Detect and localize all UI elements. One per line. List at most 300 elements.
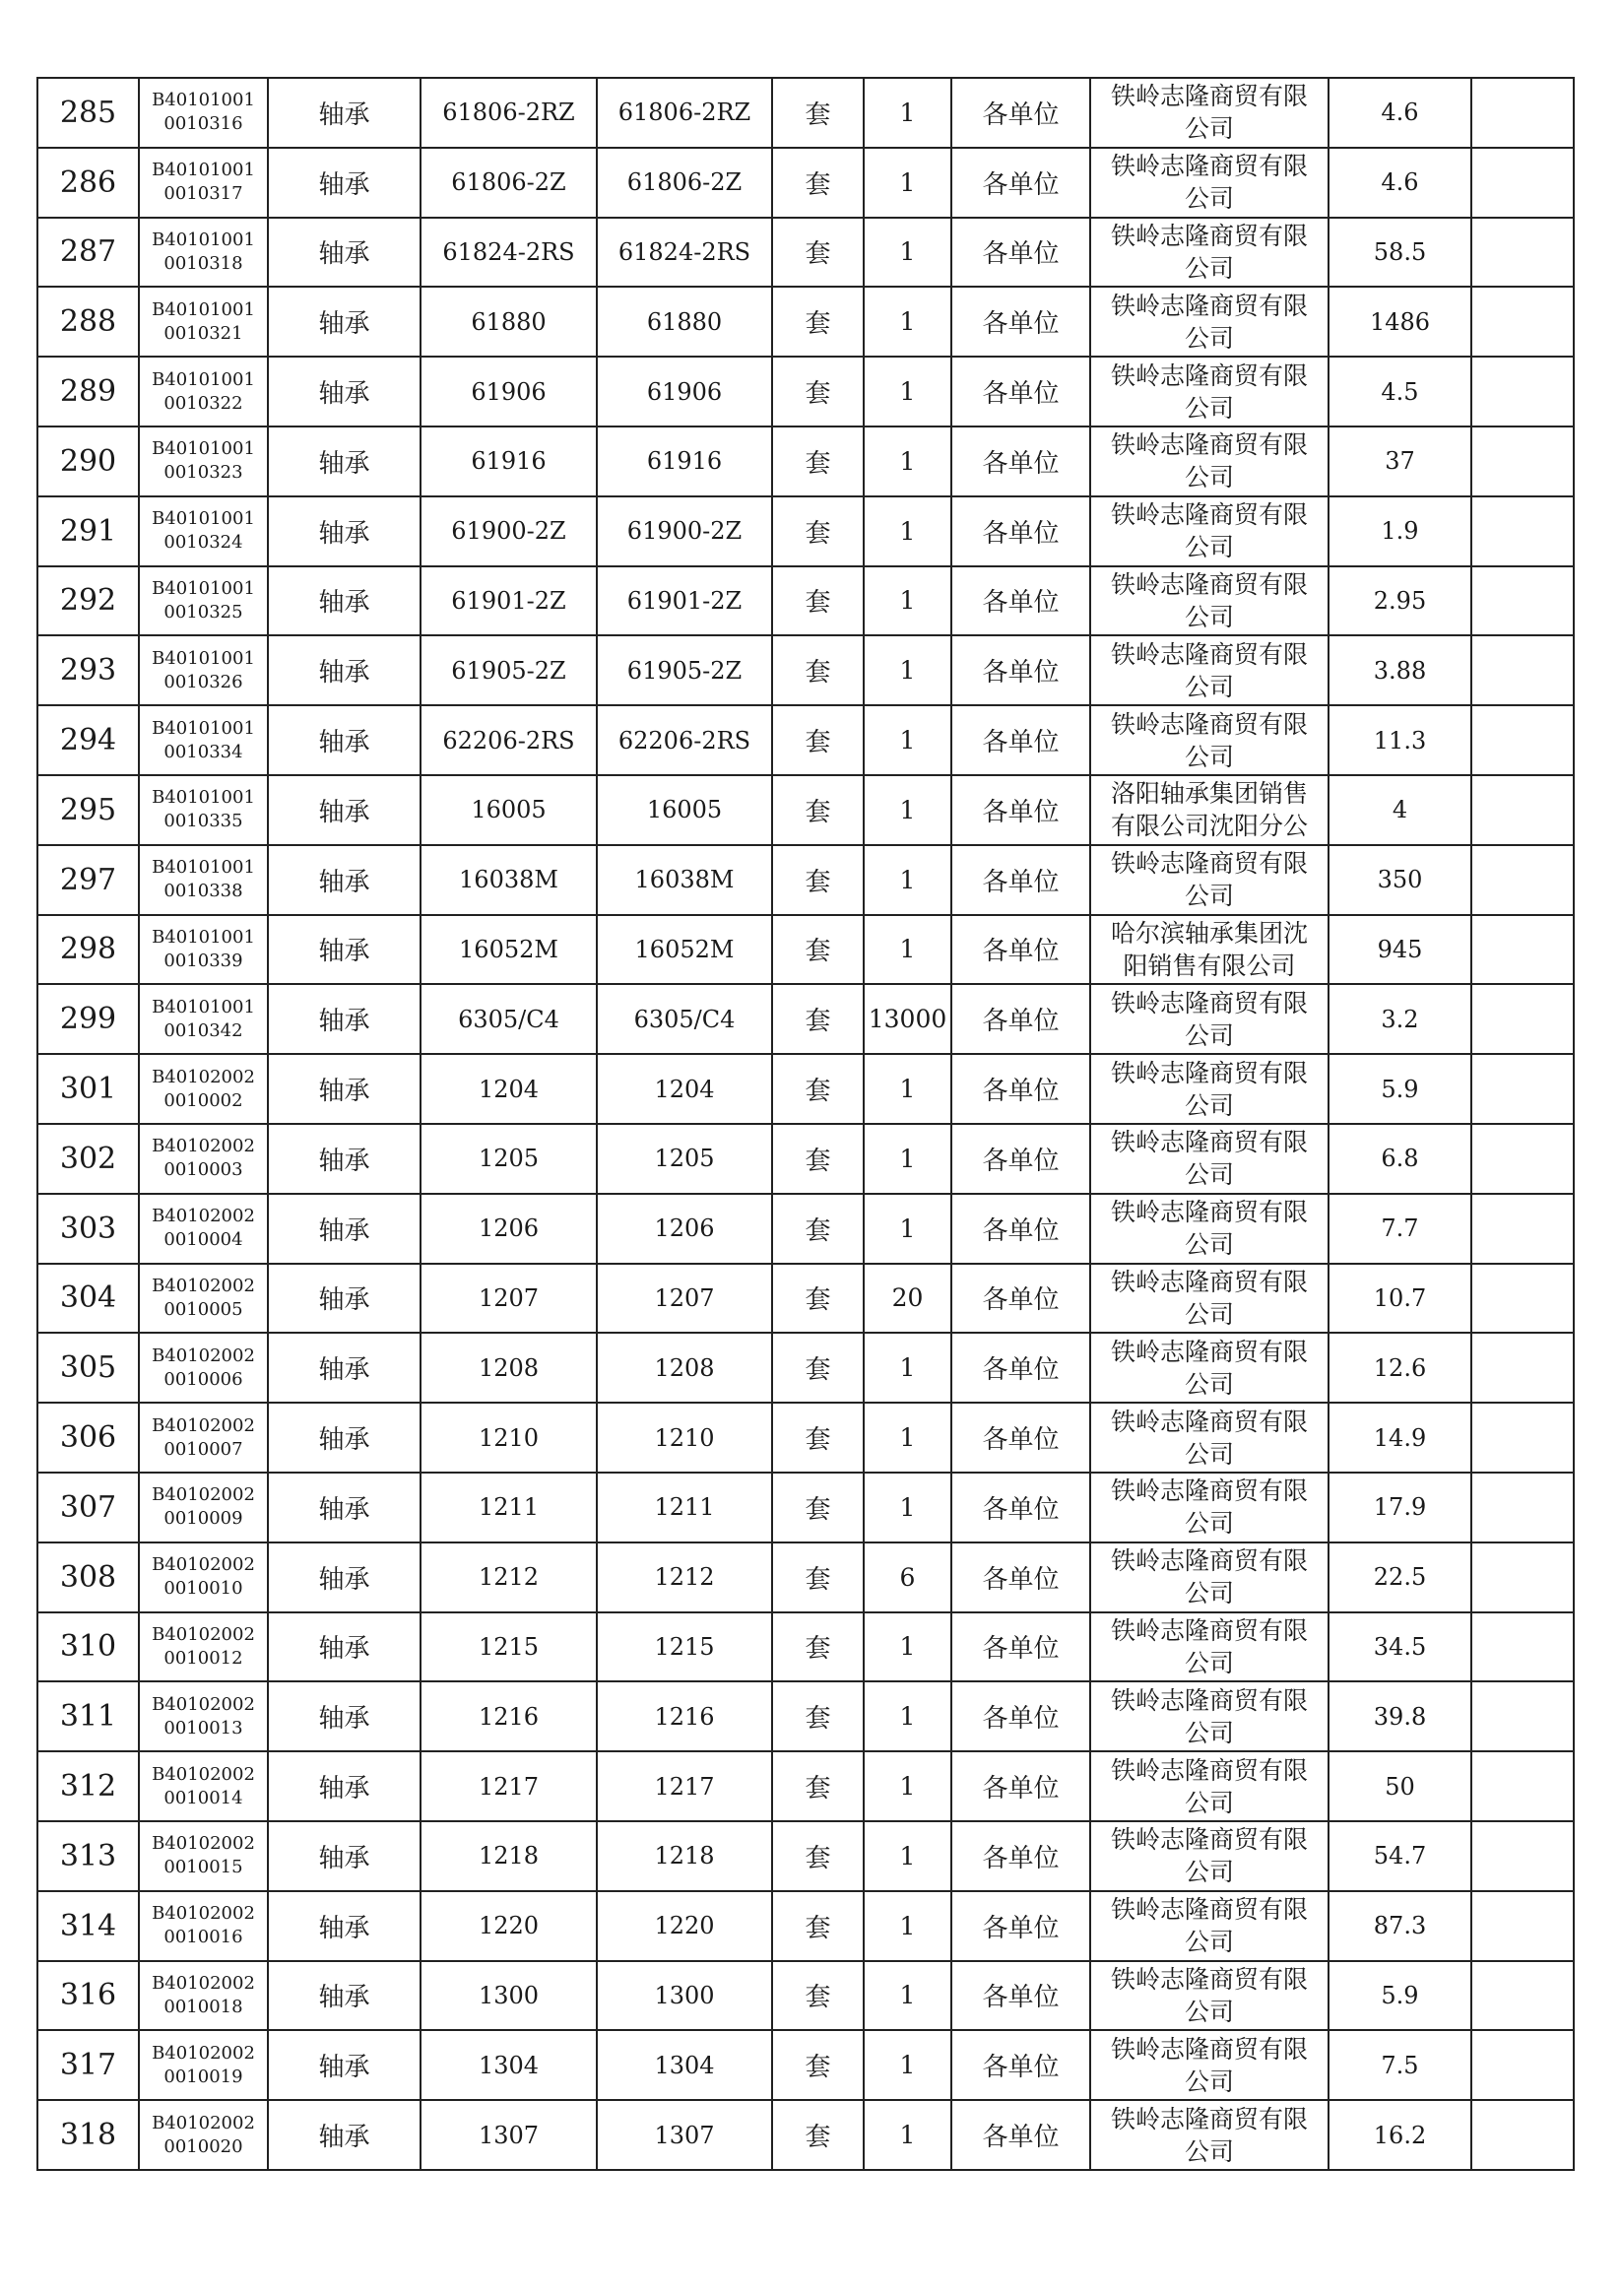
price-cell: 2.95 — [1329, 566, 1471, 636]
table-row — [37, 845, 1574, 915]
model-cell: 61900-2Z — [597, 496, 772, 566]
item-name-cell: 轴承 — [268, 1194, 421, 1264]
supplier-cell: 铁岭志隆商贸有限公司 — [1090, 78, 1329, 148]
item-name-cell: 轴承 — [268, 1542, 421, 1612]
spec-cell: 62206-2RS — [421, 705, 597, 775]
row-number-cell: 317 — [37, 2030, 139, 2100]
row-number-cell: 290 — [37, 426, 139, 496]
department-cell: 各单位 — [951, 148, 1090, 218]
item-name-cell: 轴承 — [268, 1821, 421, 1891]
row-number-cell: 307 — [37, 1473, 139, 1542]
supplier-cell: 铁岭志隆商贸有限公司 — [1090, 1542, 1329, 1612]
supplier-cell: 铁岭志隆商贸有限公司 — [1090, 357, 1329, 426]
row-number-cell: 292 — [37, 566, 139, 636]
supplier-cell: 铁岭志隆商贸有限公司 — [1090, 1264, 1329, 1334]
model-cell: 1210 — [597, 1403, 772, 1473]
material-code-cell: B401020020010007 — [139, 1403, 268, 1473]
quantity-cell: 1 — [864, 426, 951, 496]
row-number-cell: 289 — [37, 357, 139, 426]
item-name-cell: 轴承 — [268, 287, 421, 357]
material-code-cell: B401020020010015 — [139, 1821, 268, 1891]
remark-cell — [1471, 2100, 1574, 2170]
department-cell: 各单位 — [951, 635, 1090, 705]
quantity-cell: 1 — [864, 1891, 951, 1961]
price-cell: 10.7 — [1329, 1264, 1471, 1334]
unit-cell: 套 — [772, 148, 864, 218]
material-code-cell: B401020020010018 — [139, 1961, 268, 2031]
row-number-cell: 295 — [37, 775, 139, 845]
row-number-cell: 312 — [37, 1751, 139, 1821]
material-code-cell: B401010010010338 — [139, 845, 268, 915]
unit-cell: 套 — [772, 1751, 864, 1821]
material-code-cell: B401020020010012 — [139, 1612, 268, 1682]
model-cell: 1216 — [597, 1681, 772, 1751]
spec-cell: 61806-2RZ — [421, 78, 597, 148]
material-code-cell: B401020020010006 — [139, 1333, 268, 1403]
item-name-cell: 轴承 — [268, 218, 421, 288]
remark-cell — [1471, 705, 1574, 775]
supplier-cell: 哈尔滨轴承集团沈阳销售有限公司 — [1090, 915, 1329, 985]
remark-cell — [1471, 1473, 1574, 1542]
spec-cell: 16052M — [421, 915, 597, 985]
table-row — [37, 218, 1574, 288]
unit-cell: 套 — [772, 1961, 864, 2031]
supplier-cell: 铁岭志隆商贸有限公司 — [1090, 705, 1329, 775]
item-name-cell: 轴承 — [268, 496, 421, 566]
model-cell: 1307 — [597, 2100, 772, 2170]
material-code-cell: B401010010010321 — [139, 287, 268, 357]
row-number-cell: 297 — [37, 845, 139, 915]
supplier-cell: 铁岭志隆商贸有限公司 — [1090, 1473, 1329, 1542]
supplier-cell: 铁岭志隆商贸有限公司 — [1090, 218, 1329, 288]
remark-cell — [1471, 1821, 1574, 1891]
item-name-cell: 轴承 — [268, 78, 421, 148]
item-name-cell: 轴承 — [268, 1681, 421, 1751]
quantity-cell: 1 — [864, 845, 951, 915]
remark-cell — [1471, 775, 1574, 845]
price-cell: 4.5 — [1329, 357, 1471, 426]
supplier-cell: 铁岭志隆商贸有限公司 — [1090, 566, 1329, 636]
material-code-cell: B401020020010016 — [139, 1891, 268, 1961]
material-code-cell: B401020020010014 — [139, 1751, 268, 1821]
model-cell: 61901-2Z — [597, 566, 772, 636]
supplier-cell: 铁岭志隆商贸有限公司 — [1090, 635, 1329, 705]
department-cell: 各单位 — [951, 1821, 1090, 1891]
unit-cell: 套 — [772, 705, 864, 775]
price-cell: 14.9 — [1329, 1403, 1471, 1473]
spec-cell: 61916 — [421, 426, 597, 496]
item-name-cell: 轴承 — [268, 1751, 421, 1821]
row-number-cell: 310 — [37, 1612, 139, 1682]
supplier-cell: 铁岭志隆商贸有限公司 — [1090, 1054, 1329, 1124]
department-cell: 各单位 — [951, 705, 1090, 775]
supplier-cell: 铁岭志隆商贸有限公司 — [1090, 287, 1329, 357]
quantity-cell: 1 — [864, 1751, 951, 1821]
remark-cell — [1471, 1124, 1574, 1194]
item-name-cell: 轴承 — [268, 845, 421, 915]
unit-cell: 套 — [772, 78, 864, 148]
quantity-cell: 1 — [864, 1961, 951, 2031]
item-name-cell: 轴承 — [268, 357, 421, 426]
supplier-cell: 铁岭志隆商贸有限公司 — [1090, 2100, 1329, 2170]
spec-cell: 1215 — [421, 1612, 597, 1682]
item-name-cell: 轴承 — [268, 566, 421, 636]
price-cell: 4.6 — [1329, 78, 1471, 148]
model-cell: 1300 — [597, 1961, 772, 2031]
department-cell: 各单位 — [951, 845, 1090, 915]
remark-cell — [1471, 1542, 1574, 1612]
table-row — [37, 287, 1574, 357]
remark-cell — [1471, 148, 1574, 218]
item-name-cell: 轴承 — [268, 775, 421, 845]
department-cell: 各单位 — [951, 1403, 1090, 1473]
model-cell: 16038M — [597, 845, 772, 915]
item-name-cell: 轴承 — [268, 1054, 421, 1124]
department-cell: 各单位 — [951, 287, 1090, 357]
remark-cell — [1471, 1403, 1574, 1473]
item-name-cell: 轴承 — [268, 1612, 421, 1682]
department-cell: 各单位 — [951, 1473, 1090, 1542]
unit-cell: 套 — [772, 287, 864, 357]
spec-cell: 61901-2Z — [421, 566, 597, 636]
row-number-cell: 285 — [37, 78, 139, 148]
supplier-cell: 铁岭志隆商贸有限公司 — [1090, 426, 1329, 496]
spec-cell: 61905-2Z — [421, 635, 597, 705]
model-cell: 1220 — [597, 1891, 772, 1961]
row-number-cell: 288 — [37, 287, 139, 357]
material-code-cell: B401020020010010 — [139, 1542, 268, 1612]
spec-cell: 1218 — [421, 1821, 597, 1891]
department-cell: 各单位 — [951, 496, 1090, 566]
row-number-cell: 299 — [37, 984, 139, 1054]
quantity-cell: 1 — [864, 218, 951, 288]
table-row — [37, 1542, 1574, 1612]
quantity-cell: 1 — [864, 635, 951, 705]
quantity-cell: 1 — [864, 1054, 951, 1124]
supplier-cell: 铁岭志隆商贸有限公司 — [1090, 1194, 1329, 1264]
row-number-cell: 311 — [37, 1681, 139, 1751]
price-cell: 4 — [1329, 775, 1471, 845]
model-cell: 1212 — [597, 1542, 772, 1612]
quantity-cell: 1 — [864, 357, 951, 426]
row-number-cell: 305 — [37, 1333, 139, 1403]
row-number-cell: 306 — [37, 1403, 139, 1473]
unit-cell: 套 — [772, 218, 864, 288]
item-name-cell: 轴承 — [268, 635, 421, 705]
supplier-cell: 铁岭志隆商贸有限公司 — [1090, 1891, 1329, 1961]
unit-cell: 套 — [772, 775, 864, 845]
remark-cell — [1471, 1891, 1574, 1961]
material-code-cell: B401010010010334 — [139, 705, 268, 775]
model-cell: 1204 — [597, 1054, 772, 1124]
model-cell: 1304 — [597, 2030, 772, 2100]
department-cell: 各单位 — [951, 984, 1090, 1054]
table-body — [37, 78, 1574, 2170]
row-number-cell: 313 — [37, 1821, 139, 1891]
remark-cell — [1471, 218, 1574, 288]
unit-cell: 套 — [772, 1612, 864, 1682]
quantity-cell: 1 — [864, 1403, 951, 1473]
table-row — [37, 1403, 1574, 1473]
row-number-cell: 302 — [37, 1124, 139, 1194]
row-number-cell: 314 — [37, 1891, 139, 1961]
item-name-cell: 轴承 — [268, 1891, 421, 1961]
table-row — [37, 1961, 1574, 2031]
quantity-cell: 1 — [864, 1681, 951, 1751]
model-cell: 16052M — [597, 915, 772, 985]
department-cell: 各单位 — [951, 78, 1090, 148]
material-code-cell: B401020020010004 — [139, 1194, 268, 1264]
price-cell: 3.2 — [1329, 984, 1471, 1054]
spec-cell: 1304 — [421, 2030, 597, 2100]
unit-cell: 套 — [772, 1542, 864, 1612]
model-cell: 1206 — [597, 1194, 772, 1264]
remark-cell — [1471, 1961, 1574, 2031]
quantity-cell: 20 — [864, 1264, 951, 1334]
unit-cell: 套 — [772, 426, 864, 496]
item-name-cell: 轴承 — [268, 2030, 421, 2100]
spec-cell: 1204 — [421, 1054, 597, 1124]
row-number-cell: 291 — [37, 496, 139, 566]
supplier-cell: 洛阳轴承集团销售有限公司沈阳分公 — [1090, 775, 1329, 845]
table-row — [37, 1333, 1574, 1403]
remark-cell — [1471, 1681, 1574, 1751]
material-code-cell: B401010010010339 — [139, 915, 268, 985]
supplier-cell: 铁岭志隆商贸有限公司 — [1090, 984, 1329, 1054]
material-code-cell: B401020020010002 — [139, 1054, 268, 1124]
price-cell: 1.9 — [1329, 496, 1471, 566]
row-number-cell: 318 — [37, 2100, 139, 2170]
item-name-cell: 轴承 — [268, 1333, 421, 1403]
table-row — [37, 1124, 1574, 1194]
material-code-cell: B401010010010326 — [139, 635, 268, 705]
table-row — [37, 1751, 1574, 1821]
quantity-cell: 1 — [864, 1124, 951, 1194]
spec-cell: 1217 — [421, 1751, 597, 1821]
supplier-cell: 铁岭志隆商贸有限公司 — [1090, 1333, 1329, 1403]
model-cell: 16005 — [597, 775, 772, 845]
item-name-cell: 轴承 — [268, 1264, 421, 1334]
table-row — [37, 1612, 1574, 1682]
supplier-cell: 铁岭志隆商贸有限公司 — [1090, 1612, 1329, 1682]
quantity-cell: 1 — [864, 705, 951, 775]
supplier-cell: 铁岭志隆商贸有限公司 — [1090, 845, 1329, 915]
price-cell: 22.5 — [1329, 1542, 1471, 1612]
item-name-cell: 轴承 — [268, 984, 421, 1054]
department-cell: 各单位 — [951, 1333, 1090, 1403]
price-cell: 58.5 — [1329, 218, 1471, 288]
table-row — [37, 148, 1574, 218]
department-cell: 各单位 — [951, 357, 1090, 426]
table-row — [37, 1681, 1574, 1751]
unit-cell: 套 — [772, 845, 864, 915]
unit-cell: 套 — [772, 496, 864, 566]
price-table-page — [36, 77, 1575, 2171]
remark-cell — [1471, 2030, 1574, 2100]
supplier-cell: 铁岭志隆商贸有限公司 — [1090, 1403, 1329, 1473]
material-code-cell: B401020020010020 — [139, 2100, 268, 2170]
supplier-cell: 铁岭志隆商贸有限公司 — [1090, 496, 1329, 566]
material-code-cell: B401010010010325 — [139, 566, 268, 636]
remark-cell — [1471, 1054, 1574, 1124]
row-number-cell: 286 — [37, 148, 139, 218]
price-cell: 17.9 — [1329, 1473, 1471, 1542]
spec-cell: 16005 — [421, 775, 597, 845]
price-cell: 1486 — [1329, 287, 1471, 357]
spec-cell: 1206 — [421, 1194, 597, 1264]
quantity-cell: 1 — [864, 148, 951, 218]
model-cell: 61806-2Z — [597, 148, 772, 218]
spec-cell: 61880 — [421, 287, 597, 357]
department-cell: 各单位 — [951, 1124, 1090, 1194]
department-cell: 各单位 — [951, 1054, 1090, 1124]
item-name-cell: 轴承 — [268, 1403, 421, 1473]
quantity-cell: 13000 — [864, 984, 951, 1054]
price-cell: 7.7 — [1329, 1194, 1471, 1264]
item-name-cell: 轴承 — [268, 426, 421, 496]
price-cell: 7.5 — [1329, 2030, 1471, 2100]
remark-cell — [1471, 915, 1574, 985]
remark-cell — [1471, 287, 1574, 357]
price-cell: 39.8 — [1329, 1681, 1471, 1751]
quantity-cell: 1 — [864, 1333, 951, 1403]
remark-cell — [1471, 1751, 1574, 1821]
item-name-cell: 轴承 — [268, 1961, 421, 2031]
department-cell: 各单位 — [951, 1612, 1090, 1682]
price-cell: 87.3 — [1329, 1891, 1471, 1961]
quantity-cell: 1 — [864, 2100, 951, 2170]
unit-cell: 套 — [772, 984, 864, 1054]
spec-cell: 1307 — [421, 2100, 597, 2170]
table-row — [37, 566, 1574, 636]
material-code-cell: B401010010010342 — [139, 984, 268, 1054]
unit-cell: 套 — [772, 1821, 864, 1891]
supplier-cell: 铁岭志隆商贸有限公司 — [1090, 1821, 1329, 1891]
model-cell: 61806-2RZ — [597, 78, 772, 148]
department-cell: 各单位 — [951, 426, 1090, 496]
spec-cell: 61900-2Z — [421, 496, 597, 566]
department-cell: 各单位 — [951, 2030, 1090, 2100]
remark-cell — [1471, 1194, 1574, 1264]
table-row — [37, 2030, 1574, 2100]
material-code-cell: B401010010010323 — [139, 426, 268, 496]
quantity-cell: 1 — [864, 496, 951, 566]
price-cell: 54.7 — [1329, 1821, 1471, 1891]
model-cell: 1207 — [597, 1264, 772, 1334]
price-cell: 4.6 — [1329, 148, 1471, 218]
spec-cell: 1211 — [421, 1473, 597, 1542]
department-cell: 各单位 — [951, 566, 1090, 636]
model-cell: 61906 — [597, 357, 772, 426]
price-cell: 3.88 — [1329, 635, 1471, 705]
material-code-cell: B401020020010013 — [139, 1681, 268, 1751]
table-row — [37, 496, 1574, 566]
item-name-cell: 轴承 — [268, 915, 421, 985]
department-cell: 各单位 — [951, 1264, 1090, 1334]
price-cell: 37 — [1329, 426, 1471, 496]
row-number-cell: 316 — [37, 1961, 139, 2031]
quantity-cell: 1 — [864, 1473, 951, 1542]
department-cell: 各单位 — [951, 775, 1090, 845]
model-cell: 61916 — [597, 426, 772, 496]
unit-cell: 套 — [772, 1403, 864, 1473]
department-cell: 各单位 — [951, 1194, 1090, 1264]
table-row — [37, 1473, 1574, 1542]
price-cell: 5.9 — [1329, 1961, 1471, 2031]
spec-cell: 1208 — [421, 1333, 597, 1403]
table-row — [37, 78, 1574, 148]
material-code-cell: B401020020010005 — [139, 1264, 268, 1334]
unit-cell: 套 — [772, 357, 864, 426]
remark-cell — [1471, 984, 1574, 1054]
spec-cell: 1216 — [421, 1681, 597, 1751]
table-row — [37, 1891, 1574, 1961]
price-cell: 34.5 — [1329, 1612, 1471, 1682]
unit-cell: 套 — [772, 2030, 864, 2100]
table-row — [37, 984, 1574, 1054]
supplier-cell: 铁岭志隆商贸有限公司 — [1090, 1961, 1329, 2031]
unit-cell: 套 — [772, 2100, 864, 2170]
row-number-cell: 301 — [37, 1054, 139, 1124]
table-row — [37, 426, 1574, 496]
table-row — [37, 1054, 1574, 1124]
row-number-cell: 298 — [37, 915, 139, 985]
department-cell: 各单位 — [951, 915, 1090, 985]
remark-cell — [1471, 496, 1574, 566]
price-cell: 11.3 — [1329, 705, 1471, 775]
unit-cell: 套 — [772, 1264, 864, 1334]
table-row — [37, 1821, 1574, 1891]
remark-cell — [1471, 845, 1574, 915]
quantity-cell: 1 — [864, 915, 951, 985]
material-code-cell: B401010010010318 — [139, 218, 268, 288]
supplier-cell: 铁岭志隆商贸有限公司 — [1090, 1124, 1329, 1194]
remark-cell — [1471, 426, 1574, 496]
row-number-cell: 287 — [37, 218, 139, 288]
supplier-cell: 铁岭志隆商贸有限公司 — [1090, 1681, 1329, 1751]
remark-cell — [1471, 1333, 1574, 1403]
unit-cell: 套 — [772, 1054, 864, 1124]
price-cell: 350 — [1329, 845, 1471, 915]
price-cell: 945 — [1329, 915, 1471, 985]
remark-cell — [1471, 566, 1574, 636]
supplier-cell: 铁岭志隆商贸有限公司 — [1090, 148, 1329, 218]
price-cell: 12.6 — [1329, 1333, 1471, 1403]
department-cell: 各单位 — [951, 2100, 1090, 2170]
department-cell: 各单位 — [951, 1542, 1090, 1612]
department-cell: 各单位 — [951, 1961, 1090, 2031]
spec-cell: 1220 — [421, 1891, 597, 1961]
department-cell: 各单位 — [951, 1751, 1090, 1821]
spec-cell: 6305/C4 — [421, 984, 597, 1054]
model-cell: 1218 — [597, 1821, 772, 1891]
bearing-price-table — [36, 77, 1575, 2171]
spec-cell: 16038M — [421, 845, 597, 915]
unit-cell: 套 — [772, 1333, 864, 1403]
material-code-cell: B401020020010009 — [139, 1473, 268, 1542]
spec-cell: 1212 — [421, 1542, 597, 1612]
unit-cell: 套 — [772, 566, 864, 636]
quantity-cell: 1 — [864, 1194, 951, 1264]
quantity-cell: 1 — [864, 1612, 951, 1682]
model-cell: 61880 — [597, 287, 772, 357]
table-row — [37, 775, 1574, 845]
model-cell: 1205 — [597, 1124, 772, 1194]
model-cell: 1211 — [597, 1473, 772, 1542]
remark-cell — [1471, 635, 1574, 705]
model-cell: 61824-2RS — [597, 218, 772, 288]
department-cell: 各单位 — [951, 218, 1090, 288]
